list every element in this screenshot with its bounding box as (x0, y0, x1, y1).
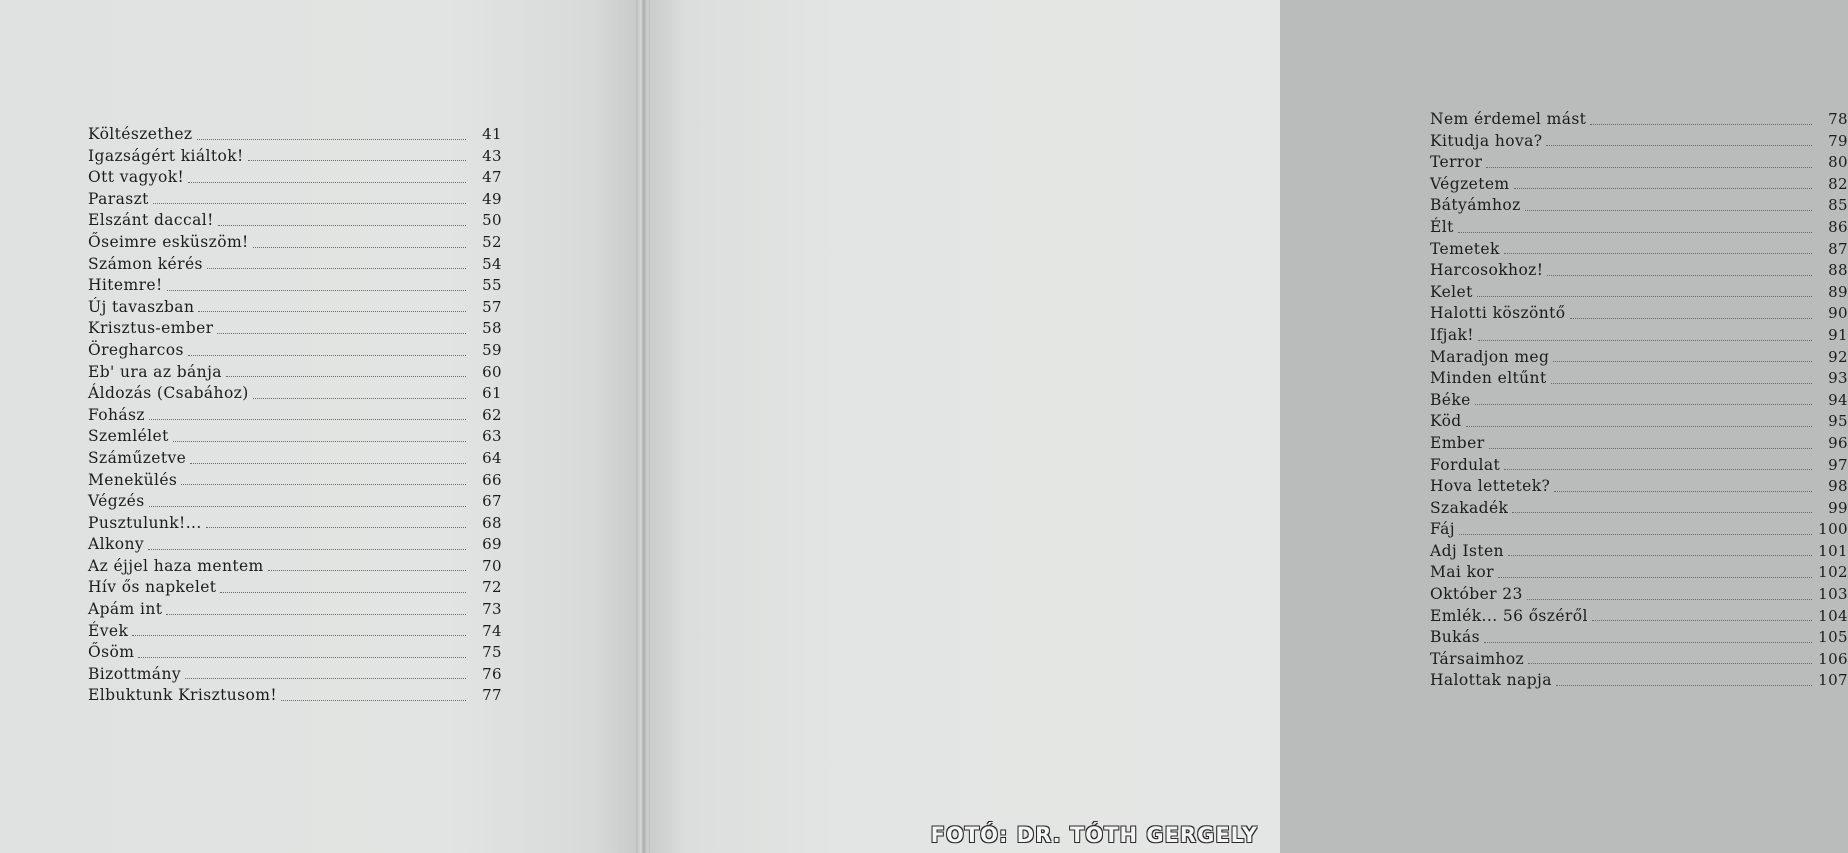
toc-entry (88, 254, 502, 276)
toc-entry-page-number: 75 (482, 643, 502, 662)
toc-entry (88, 599, 502, 621)
toc-entry-title: Maradjon meg (1430, 347, 1550, 366)
dotted-leader (1466, 426, 1812, 427)
toc-entry-title: Bátyámhoz (1430, 196, 1521, 215)
dotted-leader (132, 635, 466, 636)
dotted-leader (217, 333, 466, 334)
toc-entry-page-number: 100 (1818, 520, 1848, 539)
dotted-leader (226, 376, 466, 377)
dotted-leader (198, 311, 466, 312)
toc-entry (1430, 195, 1848, 217)
toc-entry-page-number: 49 (482, 189, 502, 208)
dotted-leader (1512, 512, 1812, 513)
toc-entry (1430, 670, 1848, 692)
toc-entry-title: Bizottmány (88, 664, 181, 683)
toc-entry (88, 124, 502, 146)
toc-entry-page-number: 86 (1828, 217, 1848, 236)
toc-entry-title: Élt (1430, 217, 1454, 236)
toc-entry-title: Terror (1430, 153, 1483, 172)
toc-entry-page-number: 106 (1818, 649, 1848, 668)
toc-entry-page-number: 89 (1828, 282, 1848, 301)
dotted-leader (188, 182, 466, 183)
toc-entry-page-number: 62 (482, 405, 502, 424)
toc-entry (1430, 174, 1848, 196)
dotted-leader (181, 484, 466, 485)
dotted-leader (1458, 232, 1812, 233)
toc-entry (88, 275, 502, 297)
toc-entry (1430, 260, 1848, 282)
toc-entry-title: Áldozás (Csabához) (88, 384, 249, 403)
toc-entry-page-number: 80 (1828, 153, 1848, 172)
toc-entry-title: Fordulat (1430, 455, 1501, 474)
dotted-leader (1546, 145, 1812, 146)
toc-entry-title: Paraszt (88, 189, 149, 208)
toc-entry (88, 642, 502, 664)
dotted-leader (148, 549, 466, 550)
toc-entry-page-number: 64 (482, 448, 502, 467)
toc-entry-title: Kelet (1430, 282, 1473, 301)
toc-entry (88, 405, 502, 427)
dotted-leader (1484, 642, 1812, 643)
toc-entry-title: Száműzetve (88, 448, 187, 467)
toc-entry-page-number: 82 (1828, 174, 1848, 193)
toc-entry-title: Temetek (1430, 239, 1500, 258)
toc-entry-page-number: 73 (482, 600, 502, 619)
photo-credit-watermark: FOTÓ: DR. TÓTH GERGELY (930, 823, 1258, 847)
toc-entry-title: Ősöm (88, 643, 135, 662)
toc-entry-page-number: 87 (1828, 239, 1848, 258)
toc-entry-title: Béke (1430, 390, 1471, 409)
toc-entry-title: Fohász (88, 405, 145, 424)
toc-entry (88, 685, 502, 707)
dotted-leader (1547, 275, 1812, 276)
toc-entry-title: Szemlélet (88, 427, 169, 446)
toc-entry (88, 297, 502, 319)
dotted-leader (166, 614, 466, 615)
dotted-leader (268, 570, 466, 571)
toc-entry (1430, 476, 1848, 498)
toc-entry-title: Társaimhoz (1430, 649, 1525, 668)
toc-entry-page-number: 54 (482, 254, 502, 273)
dotted-leader (1489, 448, 1812, 449)
dotted-leader (1554, 491, 1812, 492)
dotted-leader (1477, 296, 1812, 297)
toc-entry-title: Bukás (1430, 628, 1480, 647)
toc-entry (1430, 627, 1848, 649)
dotted-leader (1475, 404, 1812, 405)
toc-entry (1430, 584, 1848, 606)
dotted-leader (1592, 620, 1812, 621)
toc-entry-title: Adj Isten (1430, 541, 1504, 560)
toc-entry-title: Évek (88, 621, 129, 640)
toc-entry-title: Ifjak! (1430, 325, 1474, 344)
dotted-leader (197, 139, 467, 140)
toc-entry-page-number: 102 (1818, 563, 1848, 582)
toc-entry-page-number: 74 (482, 621, 502, 640)
toc-entry (88, 448, 502, 470)
toc-entry-page-number: 61 (482, 384, 502, 403)
toc-entry-title: Végzetem (1430, 174, 1510, 193)
toc-entry-title: Elszánt daccal! (88, 211, 214, 230)
toc-entry (88, 362, 502, 384)
dotted-leader (1504, 253, 1812, 254)
toc-entry (88, 232, 502, 254)
dotted-leader (1459, 534, 1812, 535)
toc-entry-title: Szakadék (1430, 498, 1509, 517)
toc-entry (1430, 239, 1848, 261)
toc-entry-page-number: 104 (1818, 606, 1848, 625)
toc-entry-page-number: 96 (1828, 433, 1848, 452)
toc-entry-page-number: 58 (482, 319, 502, 338)
toc-entry-page-number: 47 (482, 168, 502, 187)
toc-entry (88, 340, 502, 362)
toc-entry (1430, 131, 1848, 153)
dotted-leader (167, 290, 466, 291)
toc-entry-page-number: 57 (482, 297, 502, 316)
toc-entry-page-number: 105 (1818, 628, 1848, 647)
dotted-leader (253, 247, 466, 248)
dotted-leader (1570, 318, 1812, 319)
toc-entry-title: Elbuktunk Krisztusom! (88, 686, 277, 705)
toc-entry (1430, 411, 1848, 433)
toc-entry-page-number: 99 (1828, 498, 1848, 517)
toc-entry-title: Az éjjel haza mentem (88, 556, 264, 575)
dotted-leader (253, 398, 466, 399)
dotted-leader (1551, 383, 1812, 384)
toc-entry (88, 513, 502, 535)
toc-entry (1430, 498, 1848, 520)
toc-entry (88, 318, 502, 340)
dotted-leader (1486, 167, 1812, 168)
dotted-leader (1478, 340, 1812, 341)
toc-entry (1430, 282, 1848, 304)
toc-entry-page-number: 69 (482, 535, 502, 554)
toc-entry-page-number: 76 (482, 664, 502, 683)
toc-entry (88, 621, 502, 643)
toc-entry (88, 664, 502, 686)
dotted-leader (1508, 555, 1812, 556)
toc-entry-title: Fáj (1430, 520, 1455, 539)
toc-entry (1430, 649, 1848, 671)
toc-entry-title: Ember (1430, 433, 1485, 452)
toc-entry-title: Hív ős napkelet (88, 578, 217, 597)
toc-entry-page-number: 95 (1828, 412, 1848, 431)
toc-entry-page-number: 41 (482, 125, 502, 143)
toc-entry (1430, 368, 1848, 390)
toc-entry (88, 426, 502, 448)
dotted-leader (190, 463, 466, 464)
toc-entry (1430, 433, 1848, 455)
toc-entry-page-number: 70 (482, 556, 502, 575)
toc-entry (88, 189, 502, 211)
toc-entry-page-number: 67 (482, 492, 502, 511)
toc-entry (88, 383, 502, 405)
dotted-leader (153, 203, 466, 204)
toc-entry (88, 167, 502, 189)
toc-entry (88, 556, 502, 578)
toc-entry (1430, 325, 1848, 347)
dotted-leader (281, 700, 466, 701)
dotted-leader (1514, 188, 1812, 189)
toc-entry-page-number: 91 (1828, 325, 1848, 344)
dotted-leader (1553, 361, 1812, 362)
dotted-leader (1504, 469, 1812, 470)
dotted-leader (149, 419, 466, 420)
left-page (0, 0, 636, 853)
toc-entry-title: Új tavaszban (88, 297, 195, 316)
toc-entry (88, 470, 502, 492)
toc-entry-page-number: 78 (1828, 110, 1848, 128)
toc-entry-page-number: 72 (482, 578, 502, 597)
toc-entry-page-number: 79 (1828, 131, 1848, 150)
toc-entry-page-number: 103 (1818, 585, 1848, 604)
toc-entry (1430, 390, 1848, 412)
toc-entry-title: Apám int (88, 600, 163, 619)
dotted-leader (248, 160, 466, 161)
dotted-leader (138, 657, 466, 658)
dotted-leader (1556, 685, 1812, 686)
toc-entry-title: Köd (1430, 412, 1462, 431)
toc-entry-page-number: 50 (482, 211, 502, 230)
dotted-leader (1590, 124, 1812, 125)
toc-entry-title: Kitudja hova? (1430, 131, 1543, 150)
toc-entry-title: Hova lettetek? (1430, 477, 1551, 496)
toc-entry-title: Menekülés (88, 470, 178, 489)
toc-entry-page-number: 59 (482, 340, 502, 359)
dotted-leader (218, 225, 466, 226)
toc-entry (1430, 347, 1848, 369)
toc-entry-page-number: 66 (482, 470, 502, 489)
toc-entry-page-number: 93 (1828, 369, 1848, 388)
toc-entry-page-number: 101 (1818, 541, 1848, 560)
toc-entry-title: Költészethez (88, 125, 193, 143)
toc-entry-page-number: 60 (482, 362, 502, 381)
dotted-leader (207, 268, 466, 269)
toc-entry-title: Nem érdemel mást (1430, 110, 1587, 128)
toc-entry-title: Eb' ura az bánja (88, 362, 222, 381)
toc-entry-title: Öregharcos (88, 340, 184, 359)
toc-entry-page-number: 52 (482, 232, 502, 251)
dotted-leader (173, 441, 466, 442)
toc-entry-page-number: 97 (1828, 455, 1848, 474)
toc-entry-title: Pusztulunk!... (88, 513, 202, 532)
toc-entry (1430, 152, 1848, 174)
toc-entry-page-number: 88 (1828, 261, 1848, 280)
toc-entry (1430, 562, 1848, 584)
dotted-leader (1528, 663, 1812, 664)
toc-entry-title: Harcosokhoz! (1430, 261, 1544, 280)
toc-entry-page-number: 63 (482, 427, 502, 446)
toc-entry-page-number: 107 (1818, 671, 1848, 690)
toc-entry (1430, 519, 1848, 541)
toc-entry (88, 491, 502, 513)
toc-entry-page-number: 98 (1828, 477, 1848, 496)
toc-entry-title: Krisztus-ember (88, 319, 214, 338)
dotted-leader (185, 678, 466, 679)
toc-entry-page-number: 43 (482, 146, 502, 165)
toc-entry-title: Halotti köszöntő (1430, 304, 1566, 323)
toc-entry-title: Őseimre esküszöm! (88, 232, 249, 251)
toc-entry (1430, 455, 1848, 477)
dotted-leader (1525, 210, 1812, 211)
toc-entry-title: Emlék... 56 őszéről (1430, 606, 1588, 625)
toc-entry-title: Hitemre! (88, 276, 163, 295)
toc-entry-page-number: 85 (1828, 196, 1848, 215)
dotted-leader (1498, 577, 1812, 578)
toc-entry-page-number: 92 (1828, 347, 1848, 366)
toc-entry (88, 534, 502, 556)
toc-entry (88, 577, 502, 599)
toc-entry-page-number: 77 (482, 686, 502, 705)
toc-entry (1430, 217, 1848, 239)
toc-entry (1430, 606, 1848, 628)
toc-entry (1430, 303, 1848, 325)
toc-entry-title: Ott vagyok! (88, 168, 185, 187)
dotted-leader (206, 527, 466, 528)
toc-entry-title: Október 23 (1430, 585, 1523, 604)
toc-entry-title: Alkony (88, 535, 145, 554)
toc-entry-title: Halottak napja (1430, 671, 1552, 690)
book-gutter (636, 0, 650, 853)
left-toc-list (88, 124, 502, 707)
right-page (650, 0, 1848, 853)
dotted-leader (1527, 599, 1812, 600)
toc-entry-title: Minden eltűnt (1430, 369, 1547, 388)
dotted-leader (220, 592, 466, 593)
toc-entry-page-number: 94 (1828, 390, 1848, 409)
toc-entry (1430, 541, 1848, 563)
right-toc-list (1430, 109, 1848, 692)
toc-entry-title: Számon kérés (88, 254, 203, 273)
toc-entry (88, 210, 502, 232)
dotted-leader (149, 506, 466, 507)
toc-entry (1430, 109, 1848, 131)
toc-entry-title: Mai kor (1430, 563, 1494, 582)
toc-entry-title: Igazságért kiáltok! (88, 146, 244, 165)
toc-entry-page-number: 55 (482, 276, 502, 295)
toc-entry (88, 146, 502, 168)
dotted-leader (188, 355, 466, 356)
toc-entry-title: Végzés (88, 492, 145, 511)
toc-entry-page-number: 68 (482, 513, 502, 532)
toc-entry-page-number: 90 (1828, 304, 1848, 323)
